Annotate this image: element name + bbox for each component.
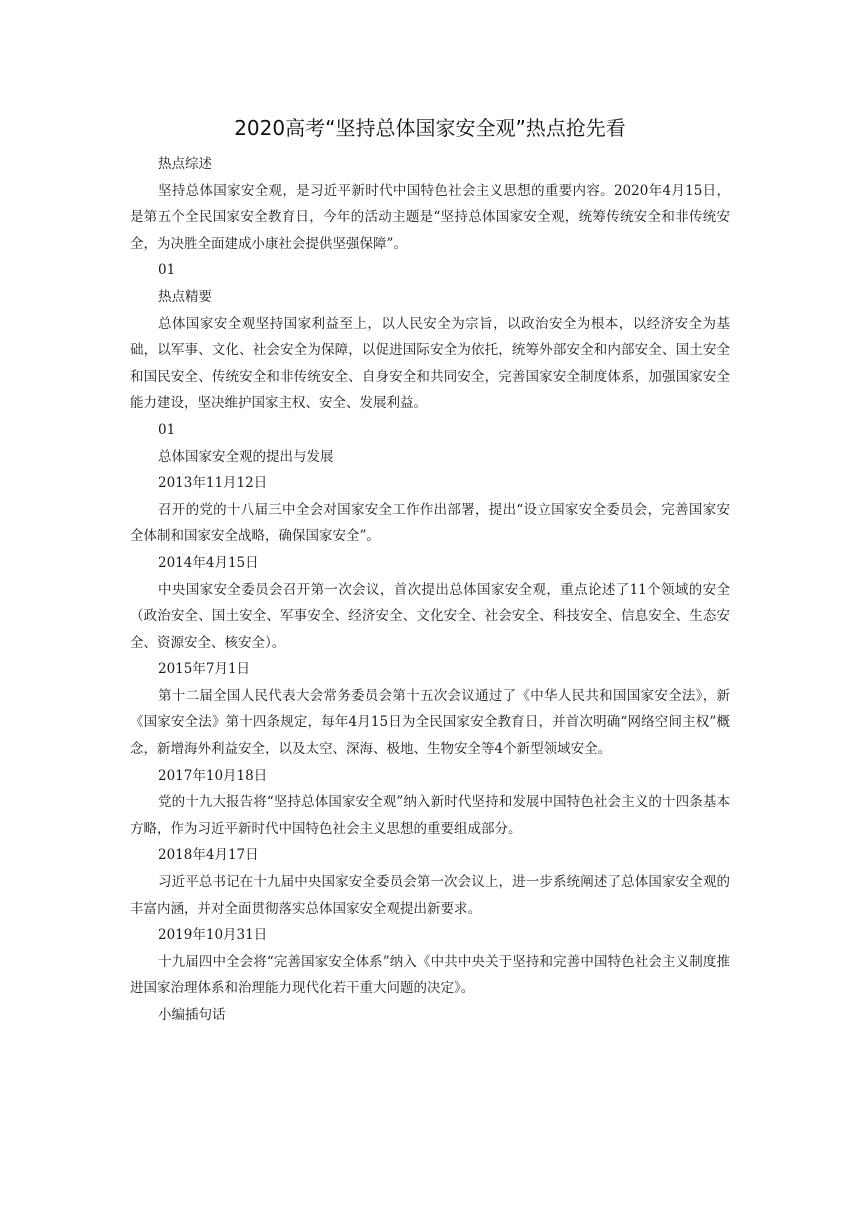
section-heading-development: 总体国家安全观的提出与发展 (158, 448, 334, 465)
section-heading-editor-note: 小编插句话 (158, 1007, 226, 1023)
timeline-date: 2015年7月1日 (158, 661, 251, 678)
timeline-text: 第十二届全国人民代表大会常务委员会第十五次会议通过了《中华人民共和国国家安全法》，新《国家安全法》第十四条规定，每年4月15日为全民国家安全教育日，并首次明确“网络空间主权”概念，新增海外利益安全，以及太空、深海、极地、生物安全等4个新型领域安全。 (130, 687, 730, 758)
section-heading-essentials: 热点精要 (158, 288, 212, 305)
timeline-text: 中央国家安全委员会召开第一次会议，首次提出总体国家安全观，重点论述了11个领域的安全（政治安全、国土安全、军事安全、经济安全、文化安全、社会安全、科技安全、信息安全、生态安全、资源安全、核安全）。 (130, 581, 730, 651)
timeline-date: 2019年10月31日 (158, 927, 268, 944)
timeline-text: 召开的党的十八届三中全会对国家安全工作作出部署，提出“设立国家安全委员会，完善国家安全体制和国家安全战略，确保国家安全”。 (130, 501, 730, 545)
timeline-text: 十九届四中全会将“完善国家安全体系”纳入《中共中央关于坚持和完善中国特色社会主义制度推进国家治理体系和治理能力现代化若干重大问题的决定》。 (130, 953, 730, 997)
timeline-date: 2014年4月15日 (158, 554, 259, 571)
timeline-date: 2018年4月17日 (158, 847, 259, 864)
section-heading-overview: 热点综述 (158, 156, 212, 172)
timeline-date: 2017年10月18日 (158, 767, 268, 784)
document-body (130, 151, 730, 1029)
timeline-text: 党的十九大报告将“坚持总体国家安全观”纳入新时代坚持和发展中国特色社会主义的十四条基本方略，作为习近平新时代中国特色社会主义思想的重要组成部分。 (130, 794, 730, 837)
paragraph-overview: 坚持总体国家安全观，是习近平新时代中国特色社会主义思想的重要内容。2020年4月15日，是第五个全民国家安全教育日，今年的活动主题是“坚持总体国家安全观，统筹传统安全和非传统安全，为决胜全面建成小康社会提供坚强保障”。 (130, 182, 730, 252)
section-number: 01 (158, 262, 176, 279)
paragraph-essentials: 总体国家安全观坚持国家利益至上，以人民安全为宗旨，以政治安全为根本，以经济安全为基础，以军事、文化、社会安全为保障，以促进国际安全为依托，统筹外部安全和内部安全、国土安全和国民安全、传统安全和非传统安全、自身安全和共同安全，完善国家安全制度体系，加强国家安全能力建设，坚决维护国家主权、安全、发展利益。 (130, 315, 730, 412)
section-number: 01 (158, 421, 176, 438)
document-title: 2020高考“坚持总体国家安全观”热点抢先看 (234, 116, 626, 140)
timeline-date: 2013年11月12日 (158, 475, 268, 492)
timeline-text: 习近平总书记在十九届中央国家安全委员会第一次会议上，进一步系统阐述了总体国家安全观的丰富内涵，并对全面贯彻落实总体国家安全观提出新要求。 (130, 874, 730, 917)
